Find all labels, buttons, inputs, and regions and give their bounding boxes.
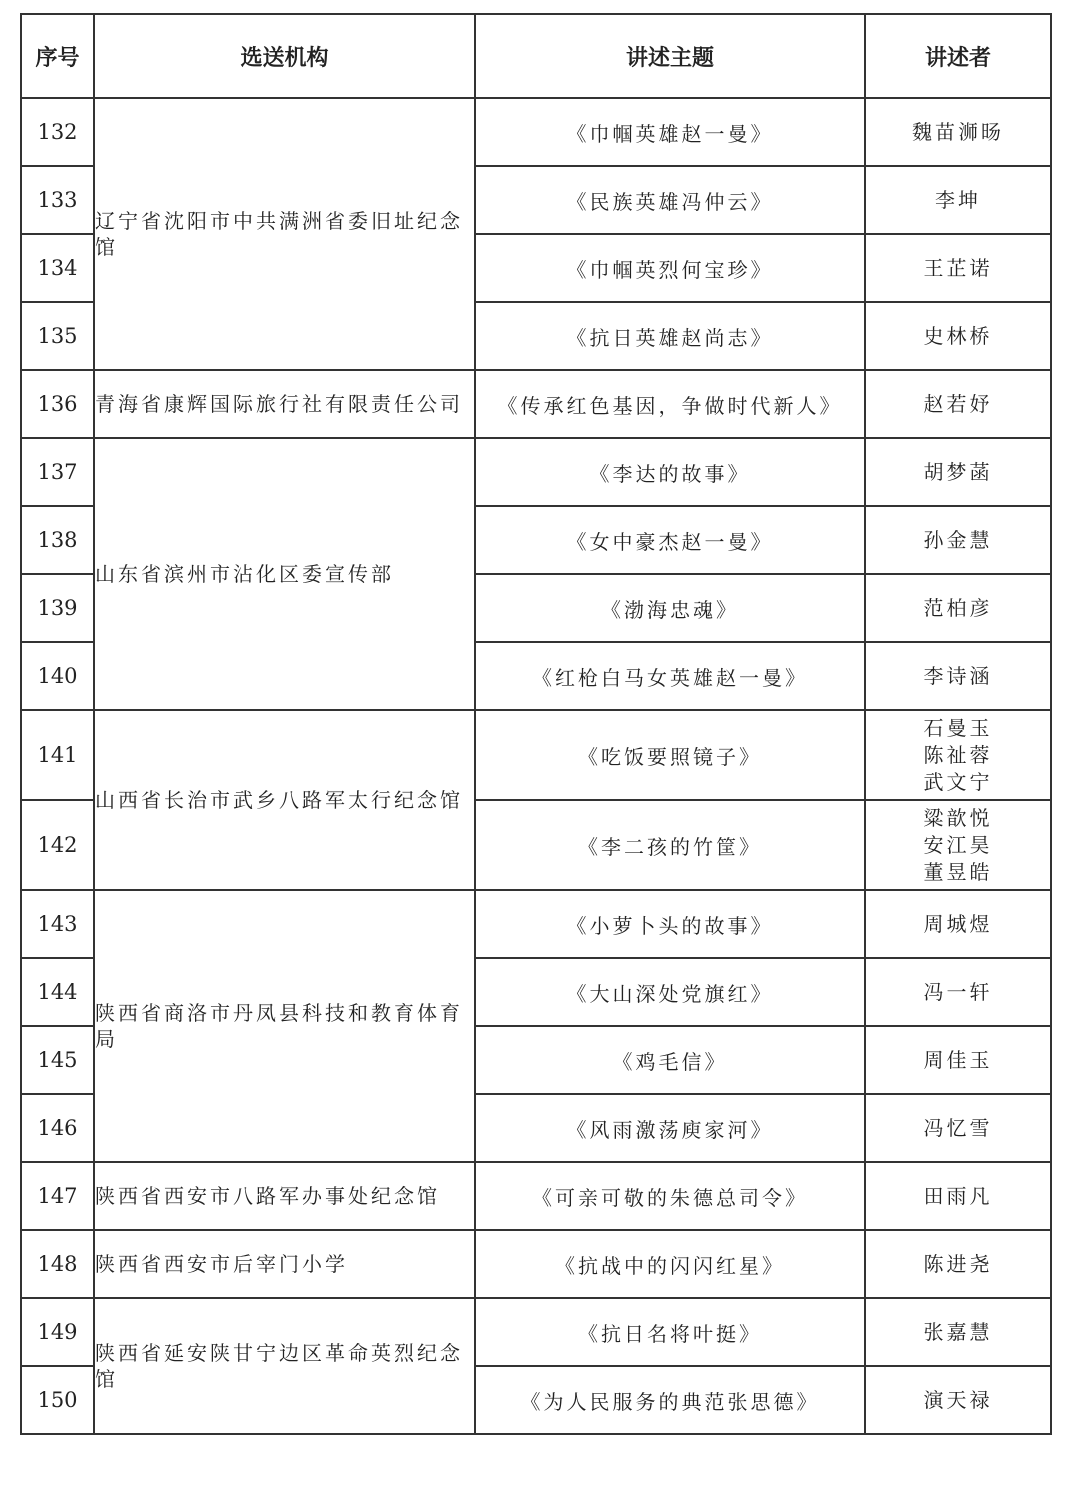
speaker-cell: 冯一轩 xyxy=(865,958,1051,1026)
speaker-cell: 石曼玉 陈祉蓉 武文宁 xyxy=(865,710,1051,800)
topic-cell: 《为人民服务的典范张思德》 xyxy=(475,1366,865,1434)
organization-cell: 青海省康辉国际旅行社有限责任公司 xyxy=(94,370,475,438)
row-number: 141 xyxy=(21,710,94,800)
topic-cell: 《民族英雄冯仲云》 xyxy=(475,166,865,234)
row-number: 140 xyxy=(21,642,94,710)
row-number: 144 xyxy=(21,958,94,1026)
speaker-cell: 李诗涵 xyxy=(865,642,1051,710)
organization-cell: 陕西省商洛市丹凤县科技和教育体育局 xyxy=(94,890,475,1162)
row-number: 138 xyxy=(21,506,94,574)
row-number: 136 xyxy=(21,370,94,438)
topic-cell: 《小萝卜头的故事》 xyxy=(475,890,865,958)
topic-cell: 《渤海忠魂》 xyxy=(475,574,865,642)
speaker-cell: 粱歆悦 安江昊 董昱皓 xyxy=(865,800,1051,890)
row-number: 142 xyxy=(21,800,94,890)
header-speaker: 讲述者 xyxy=(865,14,1051,98)
speaker-cell: 陈进尧 xyxy=(865,1230,1051,1298)
speaker-cell: 演天禄 xyxy=(865,1366,1051,1434)
table-row xyxy=(21,1230,1051,1298)
row-number: 148 xyxy=(21,1230,94,1298)
organization-cell: 陕西省延安陕甘宁边区革命英烈纪念馆 xyxy=(94,1298,475,1434)
header-topic: 讲述主题 xyxy=(475,14,865,98)
organization-cell: 陕西省西安市后宰门小学 xyxy=(94,1230,475,1298)
organization-cell: 山西省长治市武乡八路军太行纪念馆 xyxy=(94,710,475,890)
row-number: 134 xyxy=(21,234,94,302)
topic-cell: 《大山深处党旗红》 xyxy=(475,958,865,1026)
speaker-cell: 孙金慧 xyxy=(865,506,1051,574)
speaker-cell: 李坤 xyxy=(865,166,1051,234)
table-row xyxy=(21,710,1051,800)
table-row xyxy=(21,98,1051,166)
topic-cell: 《可亲可敬的朱德总司令》 xyxy=(475,1162,865,1230)
row-number: 139 xyxy=(21,574,94,642)
table-row xyxy=(21,1162,1051,1230)
row-number: 149 xyxy=(21,1298,94,1366)
header-organization: 选送机构 xyxy=(94,14,475,98)
speaker-cell: 张嘉慧 xyxy=(865,1298,1051,1366)
row-number: 143 xyxy=(21,890,94,958)
table-row xyxy=(21,438,1051,506)
topic-cell: 《巾帼英烈何宝珍》 xyxy=(475,234,865,302)
header-number: 序号 xyxy=(21,14,94,98)
speaker-cell: 范柏彦 xyxy=(865,574,1051,642)
speaker-cell: 王芷诺 xyxy=(865,234,1051,302)
header-row xyxy=(21,14,1051,98)
row-number: 133 xyxy=(21,166,94,234)
speaker-cell: 史林桥 xyxy=(865,302,1051,370)
row-number: 137 xyxy=(21,438,94,506)
topic-cell: 《风雨激荡庾家河》 xyxy=(475,1094,865,1162)
topic-cell: 《李达的故事》 xyxy=(475,438,865,506)
topic-cell: 《红枪白马女英雄赵一曼》 xyxy=(475,642,865,710)
table-row xyxy=(21,1298,1051,1366)
topic-cell: 《吃饭要照镜子》 xyxy=(475,710,865,800)
table-row xyxy=(21,370,1051,438)
topic-cell: 《鸡毛信》 xyxy=(475,1026,865,1094)
topic-cell: 《传承红色基因，争做时代新人》 xyxy=(475,370,865,438)
topic-cell: 《女中豪杰赵一曼》 xyxy=(475,506,865,574)
topic-cell: 《抗日名将叶挺》 xyxy=(475,1298,865,1366)
row-number: 145 xyxy=(21,1026,94,1094)
speaker-cell: 魏苗浉旸 xyxy=(865,98,1051,166)
speaker-cell: 赵若妤 xyxy=(865,370,1051,438)
row-number: 132 xyxy=(21,98,94,166)
topic-cell: 《抗日英雄赵尚志》 xyxy=(475,302,865,370)
row-number: 150 xyxy=(21,1366,94,1434)
speaker-roster-table xyxy=(20,13,1052,1435)
table-row xyxy=(21,890,1051,958)
speaker-cell: 胡梦菡 xyxy=(865,438,1051,506)
topic-cell: 《巾帼英雄赵一曼》 xyxy=(475,98,865,166)
speaker-cell: 田雨凡 xyxy=(865,1162,1051,1230)
row-number: 147 xyxy=(21,1162,94,1230)
row-number: 135 xyxy=(21,302,94,370)
speaker-cell: 周佳玉 xyxy=(865,1026,1051,1094)
speaker-cell: 周城煜 xyxy=(865,890,1051,958)
organization-cell: 山东省滨州市沾化区委宣传部 xyxy=(94,438,475,710)
speaker-cell: 冯忆雪 xyxy=(865,1094,1051,1162)
organization-cell: 陕西省西安市八路军办事处纪念馆 xyxy=(94,1162,475,1230)
organization-cell: 辽宁省沈阳市中共满洲省委旧址纪念馆 xyxy=(94,98,475,370)
topic-cell: 《李二孩的竹筐》 xyxy=(475,800,865,890)
row-number: 146 xyxy=(21,1094,94,1162)
topic-cell: 《抗战中的闪闪红星》 xyxy=(475,1230,865,1298)
